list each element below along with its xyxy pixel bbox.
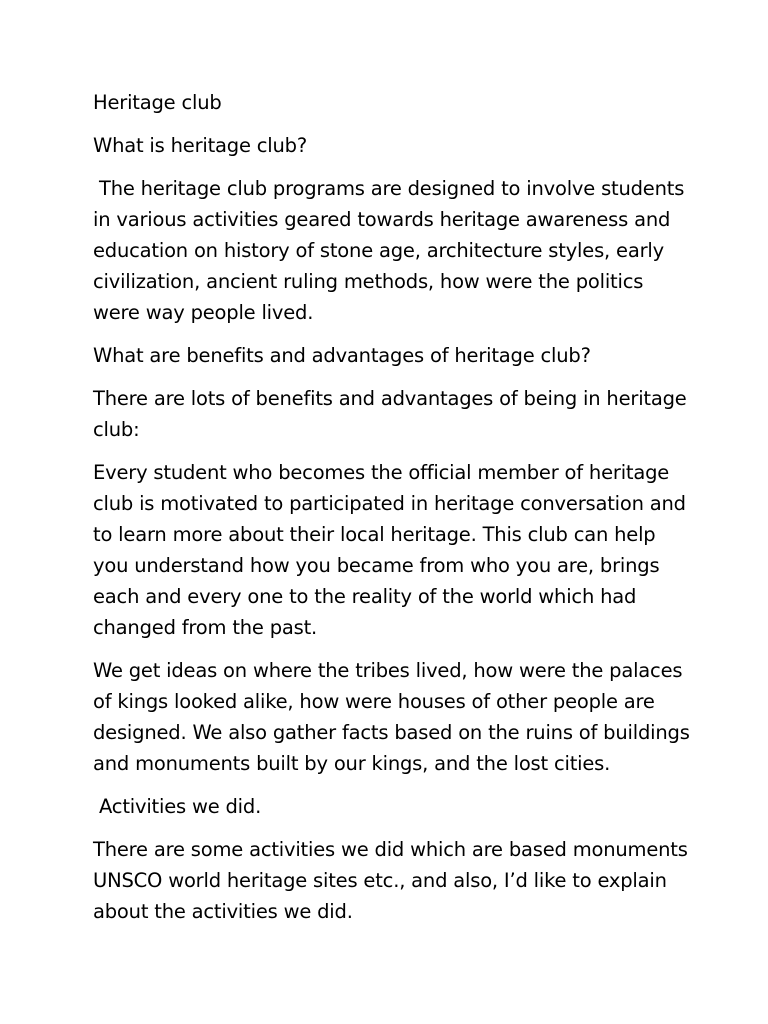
document-title: Heritage club <box>93 91 222 114</box>
heading-activities: Activities we did. <box>93 795 262 818</box>
question-what-is-heritage-club: What is heritage club? <box>93 134 307 157</box>
paragraph-benefits-intro: There are lots of benefits and advantages of being in heritage club: <box>93 387 693 441</box>
document-body <box>93 87 696 939</box>
paragraph-club-programs: The heritage club programs are designed to involve students in various activities geared towards heritage awareness and education on history of stone age, architecture styles, early civilization, ancient ruling methods, how were the politics were way people lived. <box>93 177 691 324</box>
paragraph-activities: There are some activities we did which are based monuments UNSCO world heritage sites etc., and also, I’d like to explain about the activities we did. <box>93 838 694 923</box>
paragraph-student-members: Every student who becomes the official member of heritage club is motivated to participated in heritage conversation and to learn more about their local heritage. This club can help you understand how you became from who you are, brings each and every one to the reality of the world which had changed from the past. <box>93 461 692 639</box>
question-benefits: What are benefits and advantages of heritage club? <box>93 344 591 367</box>
paragraph-ideas: We get ideas on where the tribes lived, how were the palaces of kings looked alike, how were houses of other people are designed. We also gather facts based on the ruins of buildings and monuments built by our kings, and the lost cities. <box>93 659 696 775</box>
